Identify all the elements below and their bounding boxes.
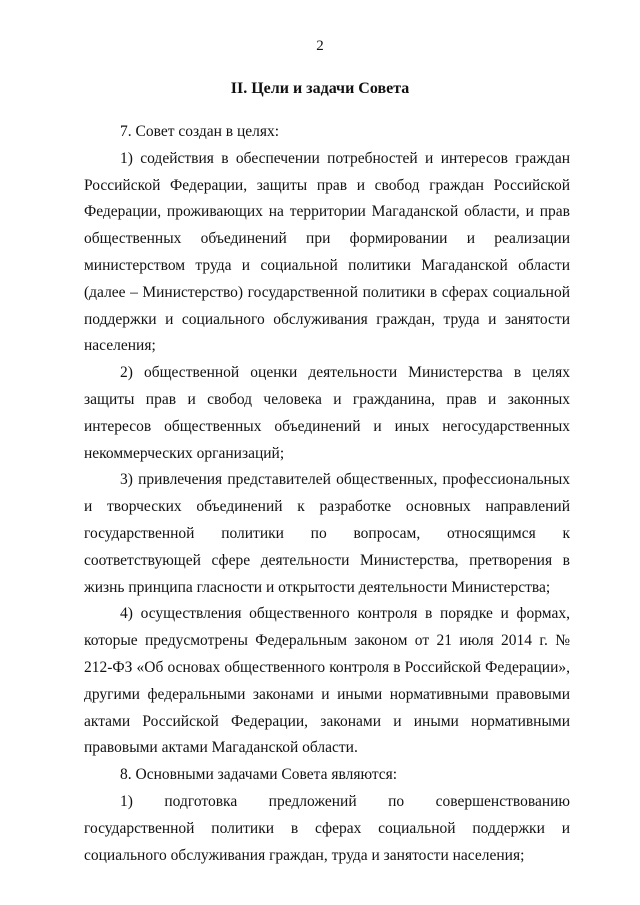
section-title: II. Цели и задачи Совета [230, 80, 410, 97]
paragraph-7-item-4: 4) осуществления общественного контроля в порядке и формах, которые предусмотрены Федеральным законом от 21 июля 2014 г. № 212-ФЗ «Об основах общественного контроля в Российской Федерации», другими федеральными законами и иными нормативными правовыми актами Российской Федерации, законами и иными нормативными правовыми актами Магаданской области. [84, 605, 570, 757]
paragraph-7-item-1: 1) содействия в обеспечении потребностей и интересов граждан Российской Федерации, защиты прав и свобод граждан Российской Федерации, проживающих на территории Магаданской области, и прав общественных объединений при формировании и реализации министерством труда и социальной политики Магаданской области (далее – Министерство) государственной политики в сферах социальной поддержки и социального обслуживания граждан, труда и занятости населения; [84, 149, 570, 355]
paragraph-8-item-1: 1) подготовка предложений по совершенствованию государственной политики в сферах социальной поддержки и социального обслуживания граждан, труда и занятости населения; [84, 792, 570, 864]
paragraph-7-item-2: 2) общественной оценки деятельности Министерства в целях защиты прав и свобод человека и гражданина, прав и законных интересов общественных объединений и иных негосударственных некоммерческих организаций; [84, 364, 570, 462]
page-number: 2 [316, 38, 324, 54]
paragraph-8-intro: 8. Основными задачами Совета являются: [120, 766, 398, 784]
document-body [84, 119, 570, 869]
paragraph-7-item-3: 3) привлечения представителей общественных, профессиональных и творческих объединений к разработке основных направлений государственной политики по вопросам, относящимся к соответствующей сфере деятельности Министерства, претворения в жизнь принципа гласности и открытости деятельности Министерства; [84, 471, 570, 596]
paragraph-7-intro: 7. Совет создан в целях: [120, 123, 280, 140]
